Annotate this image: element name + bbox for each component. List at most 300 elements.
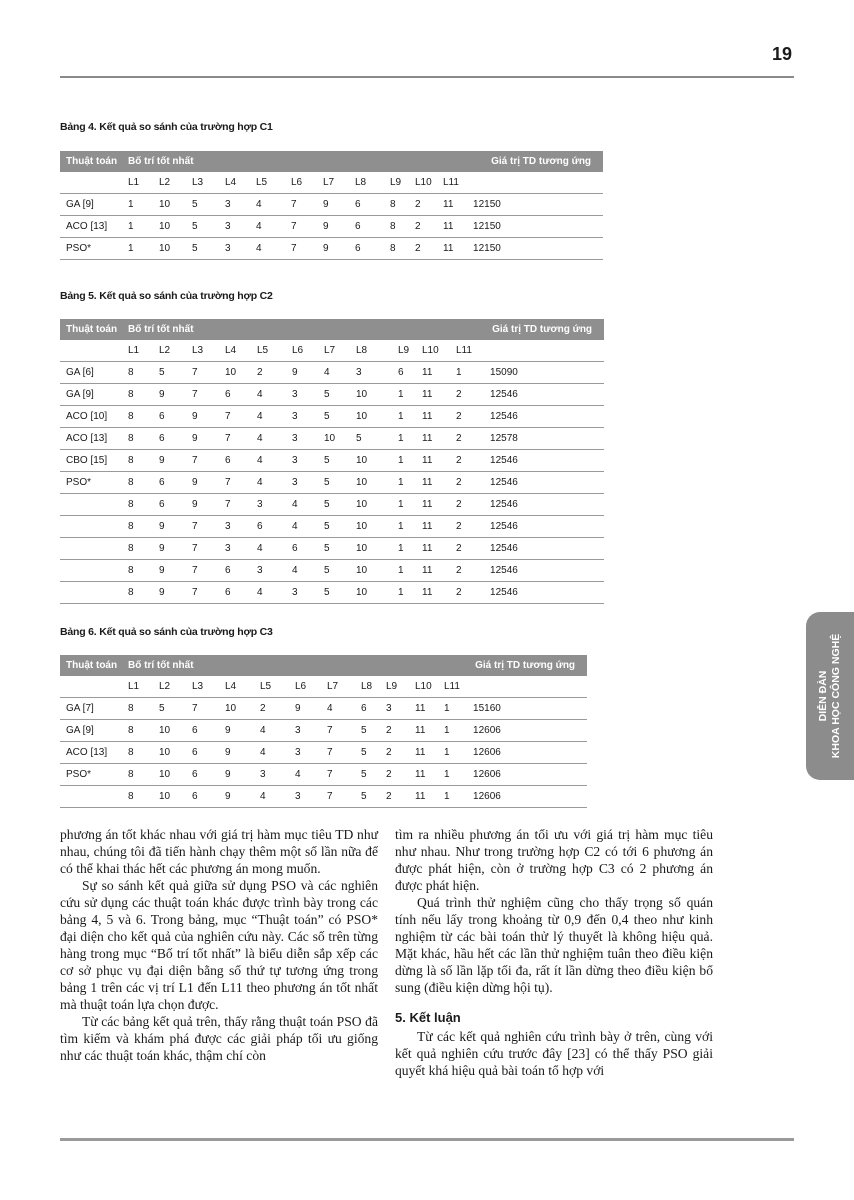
layout-cell: 2	[409, 216, 437, 238]
table-row	[60, 786, 587, 808]
layout-cell: 9	[186, 406, 219, 428]
algorithm-cell	[60, 494, 122, 516]
value-cell: 12606	[467, 764, 587, 786]
layout-cell: 10	[350, 538, 392, 560]
layout-cell: 8	[122, 582, 153, 604]
layout-cell: 5	[186, 238, 219, 260]
layout-cell: 8	[384, 238, 409, 260]
comparison-table	[60, 319, 604, 604]
position-label: L7	[318, 340, 350, 362]
layout-cell: 5	[318, 450, 350, 472]
layout-cell: 4	[318, 362, 350, 384]
algorithm-cell: PSO*	[60, 472, 122, 494]
layout-cell: 9	[219, 786, 254, 808]
section-heading: 5. Kết luận	[395, 1010, 461, 1025]
layout-cell: 1	[438, 720, 467, 742]
layout-cell: 9	[153, 384, 186, 406]
position-label: L7	[317, 172, 349, 194]
layout-cell: 5	[318, 560, 350, 582]
layout-cell: 7	[219, 494, 251, 516]
layout-cell: 1	[450, 362, 484, 384]
layout-cell: 7	[186, 698, 219, 720]
layout-cell: 9	[219, 764, 254, 786]
layout-cell: 9	[317, 194, 349, 216]
layout-cell: 2	[450, 472, 484, 494]
position-label: L4	[219, 676, 254, 698]
layout-cell: 8	[122, 428, 153, 450]
header-value: Giá trị TD tương ứng	[467, 655, 587, 676]
layout-cell: 7	[321, 742, 355, 764]
layout-cell: 4	[251, 428, 286, 450]
layout-cell: 6	[219, 560, 251, 582]
algorithm-cell: ACO [13]	[60, 428, 122, 450]
layout-cell: 8	[122, 720, 153, 742]
table-row	[60, 560, 604, 582]
layout-cell: 6	[355, 698, 380, 720]
layout-cell: 5	[318, 582, 350, 604]
layout-cell: 10	[350, 450, 392, 472]
layout-cell: 1	[392, 472, 416, 494]
position-label: L10	[409, 676, 438, 698]
table-caption: Bảng 4. Kết quả so sánh của trường hợp C1	[60, 121, 273, 133]
position-label: L6	[285, 172, 317, 194]
layout-cell: 3	[219, 538, 251, 560]
value-cell: 12546	[484, 384, 604, 406]
layout-cell: 4	[250, 216, 285, 238]
side-tab-line2: KHOA HỌC CÔNG NGHỆ	[830, 633, 842, 759]
layout-cell: 4	[251, 538, 286, 560]
position-label: L8	[355, 676, 380, 698]
layout-cell: 8	[384, 216, 409, 238]
layout-cell: 11	[416, 516, 450, 538]
paragraph: Sự so sánh kết quả giữa sử dụng PSO và các nghiên cứu sử dụng các thuật toán khác được trình bày trong các bảng 4, 5 và 6. Trong bảng, mục “Thuật toán” có PSO* đại diện cho kết quả của nghiên cứu này. Các số trên từng hàng trong mục “Bố trí tốt nhất” là biểu diễn sắp xếp các cơ sở phục vụ đại diện bằng số thứ tự tương ứng trong bảng 1 trên các vị trí L1 đến L11 theo phương án tốt nhất mà thuật toán lựa chọn được.	[60, 878, 378, 1012]
layout-cell: 11	[416, 582, 450, 604]
layout-cell: 10	[318, 428, 350, 450]
layout-cell: 9	[153, 538, 186, 560]
header-layout: Bố trí tốt nhất	[122, 655, 467, 676]
layout-cell: 11	[409, 698, 438, 720]
layout-cell: 9	[186, 472, 219, 494]
layout-cell: 9	[219, 742, 254, 764]
layout-cell: 10	[153, 238, 186, 260]
layout-cell: 6	[186, 764, 219, 786]
layout-cell: 3	[286, 384, 318, 406]
layout-cell: 4	[251, 450, 286, 472]
layout-cell: 8	[122, 764, 153, 786]
table-row	[60, 582, 604, 604]
layout-cell: 6	[153, 428, 186, 450]
layout-cell: 8	[122, 516, 153, 538]
layout-cell: 5	[318, 494, 350, 516]
position-label: L5	[250, 172, 285, 194]
table-row	[60, 720, 587, 742]
layout-cell: 1	[392, 384, 416, 406]
layout-cell: 6	[392, 362, 416, 384]
page-number: 19	[771, 44, 792, 64]
layout-cell: 10	[350, 582, 392, 604]
layout-cell: 7	[186, 582, 219, 604]
table-row	[60, 362, 604, 384]
layout-cell: 4	[254, 786, 289, 808]
algorithm-cell: ACO [13]	[60, 216, 122, 238]
algorithm-cell	[60, 560, 122, 582]
layout-cell: 4	[251, 582, 286, 604]
layout-cell: 11	[416, 560, 450, 582]
position-label: L3	[186, 340, 219, 362]
table-row	[60, 384, 604, 406]
value-cell: 12546	[484, 494, 604, 516]
value-cell: 15160	[467, 698, 587, 720]
layout-cell: 6	[186, 786, 219, 808]
layout-cell: 8	[122, 538, 153, 560]
layout-cell: 1	[392, 406, 416, 428]
layout-cell: 3	[254, 764, 289, 786]
layout-cell: 11	[437, 194, 467, 216]
layout-cell: 10	[350, 472, 392, 494]
side-tab-label	[817, 634, 843, 758]
layout-cell: 5	[318, 538, 350, 560]
layout-cell: 9	[153, 450, 186, 472]
layout-cell: 5	[318, 406, 350, 428]
layout-cell: 3	[219, 194, 250, 216]
layout-cell: 2	[450, 406, 484, 428]
layout-cell: 4	[286, 494, 318, 516]
layout-cell: 6	[186, 742, 219, 764]
layout-cell: 7	[321, 720, 355, 742]
layout-cell: 2	[450, 538, 484, 560]
value-cell: 12606	[467, 786, 587, 808]
header-layout: Bố trí tốt nhất	[122, 151, 467, 172]
layout-cell: 9	[286, 362, 318, 384]
position-label: L2	[153, 340, 186, 362]
header-algorithm: Thuật toán	[60, 655, 122, 676]
layout-cell: 11	[409, 742, 438, 764]
position-label: L1	[122, 172, 153, 194]
layout-cell: 4	[251, 472, 286, 494]
layout-cell: 7	[219, 428, 251, 450]
layout-cell: 1	[392, 428, 416, 450]
layout-cell: 8	[122, 560, 153, 582]
header-layout: Bố trí tốt nhất	[122, 319, 484, 340]
header-value: Giá trị TD tương ứng	[484, 319, 604, 340]
position-label: L4	[219, 340, 251, 362]
position-label: L6	[289, 676, 321, 698]
layout-cell: 1	[392, 450, 416, 472]
layout-cell: 9	[317, 216, 349, 238]
layout-cell: 4	[321, 698, 355, 720]
position-label: L4	[219, 172, 250, 194]
layout-cell: 8	[122, 494, 153, 516]
layout-cell: 4	[251, 384, 286, 406]
layout-cell: 5	[318, 516, 350, 538]
layout-cell: 3	[380, 698, 409, 720]
layout-cell: 6	[153, 472, 186, 494]
position-label: L9	[392, 340, 416, 362]
value-cell: 12546	[484, 560, 604, 582]
layout-cell: 2	[450, 560, 484, 582]
layout-cell: 2	[409, 194, 437, 216]
empty-cell	[60, 172, 122, 194]
layout-cell: 3	[289, 742, 321, 764]
layout-cell: 7	[219, 472, 251, 494]
table-header-row	[60, 319, 604, 340]
layout-cell: 4	[250, 194, 285, 216]
layout-cell: 3	[289, 720, 321, 742]
position-label: L1	[122, 340, 153, 362]
table-header-row	[60, 151, 603, 172]
algorithm-cell: GA [6]	[60, 362, 122, 384]
value-cell: 12546	[484, 582, 604, 604]
layout-cell: 10	[153, 786, 186, 808]
algorithm-cell	[60, 582, 122, 604]
layout-cell: 5	[318, 472, 350, 494]
layout-cell: 5	[355, 786, 380, 808]
layout-cell: 4	[254, 720, 289, 742]
layout-cell: 2	[380, 764, 409, 786]
layout-cell: 3	[350, 362, 392, 384]
position-label: L2	[153, 172, 186, 194]
layout-cell: 9	[317, 238, 349, 260]
algorithm-cell: PSO*	[60, 238, 122, 260]
layout-cell: 8	[122, 406, 153, 428]
layout-cell: 10	[350, 560, 392, 582]
side-tab	[806, 612, 854, 780]
algorithm-cell	[60, 786, 122, 808]
layout-cell: 11	[416, 450, 450, 472]
layout-cell: 11	[416, 384, 450, 406]
layout-cell: 6	[219, 384, 251, 406]
layout-cell: 10	[153, 216, 186, 238]
position-label: L8	[350, 340, 392, 362]
layout-cell: 3	[286, 450, 318, 472]
layout-cell: 6	[219, 582, 251, 604]
text-column-right	[395, 826, 713, 1079]
layout-cell: 11	[416, 538, 450, 560]
value-cell: 12606	[467, 742, 587, 764]
layout-cell: 8	[384, 194, 409, 216]
layout-cell: 4	[286, 560, 318, 582]
layout-cell: 8	[122, 384, 153, 406]
header-value: Giá trị TD tương ứng	[467, 151, 603, 172]
layout-cell: 5	[355, 720, 380, 742]
layout-cell: 10	[153, 720, 186, 742]
layout-cell: 2	[450, 494, 484, 516]
position-label: L11	[437, 172, 467, 194]
layout-cell: 3	[219, 216, 250, 238]
algorithm-cell: PSO*	[60, 764, 122, 786]
algorithm-cell	[60, 516, 122, 538]
table-row	[60, 494, 604, 516]
algorithm-cell: CBO [15]	[60, 450, 122, 472]
layout-cell: 7	[186, 538, 219, 560]
table-row	[60, 538, 604, 560]
layout-cell: 10	[350, 494, 392, 516]
value-cell: 12606	[467, 720, 587, 742]
layout-cell: 7	[285, 216, 317, 238]
comparison-table	[60, 655, 587, 808]
paragraph: tìm ra nhiều phương án tối ưu với giá trị hàm mục tiêu như nhau. Như trong trường hợp C2 có tới 6 phương án được phát hiện, còn ở trường hợp C3 có 2 phương án được phát hiện.	[395, 827, 713, 893]
layout-cell: 9	[153, 516, 186, 538]
layout-cell: 11	[437, 238, 467, 260]
layout-cell: 7	[186, 362, 219, 384]
layout-cell: 6	[349, 216, 384, 238]
table-row	[60, 406, 604, 428]
layout-cell: 4	[289, 764, 321, 786]
layout-cell: 11	[416, 494, 450, 516]
layout-cell: 5	[186, 194, 219, 216]
layout-cell: 5	[186, 216, 219, 238]
layout-cell: 2	[380, 742, 409, 764]
layout-cell: 9	[153, 560, 186, 582]
positions-row	[60, 340, 604, 362]
layout-cell: 6	[153, 494, 186, 516]
position-label: L11	[450, 340, 484, 362]
layout-cell: 2	[450, 516, 484, 538]
layout-cell: 11	[416, 428, 450, 450]
layout-cell: 6	[349, 238, 384, 260]
layout-cell: 10	[153, 764, 186, 786]
table-row	[60, 428, 604, 450]
position-label: L5	[251, 340, 286, 362]
paragraph: phương án tốt khác nhau với giá trị hàm mục tiêu TD như nhau, chúng tôi đã tiến hành chạy thêm một số lần nữa để có thể khai thác hết các phương án mong muốn.	[60, 827, 378, 876]
table-row	[60, 742, 587, 764]
layout-cell: 5	[153, 362, 186, 384]
layout-cell: 4	[286, 516, 318, 538]
layout-cell: 1	[392, 582, 416, 604]
layout-cell: 7	[186, 560, 219, 582]
layout-cell: 8	[122, 786, 153, 808]
table-row	[60, 216, 603, 238]
layout-cell: 11	[416, 362, 450, 384]
layout-cell: 3	[286, 428, 318, 450]
value-cell: 12578	[484, 428, 604, 450]
layout-cell: 1	[392, 560, 416, 582]
comparison-table	[60, 151, 603, 260]
table-header-row	[60, 655, 587, 676]
layout-cell: 11	[409, 764, 438, 786]
layout-cell: 7	[186, 384, 219, 406]
layout-cell: 1	[122, 194, 153, 216]
table-row	[60, 764, 587, 786]
table-row	[60, 516, 604, 538]
empty-cell	[467, 172, 603, 194]
layout-cell: 3	[219, 238, 250, 260]
value-cell: 12546	[484, 472, 604, 494]
side-tab-line1: DIỄN ĐÀN	[817, 670, 829, 722]
value-cell: 12150	[467, 194, 603, 216]
layout-cell: 11	[416, 406, 450, 428]
layout-cell: 9	[186, 428, 219, 450]
layout-cell: 6	[219, 450, 251, 472]
layout-cell: 2	[380, 786, 409, 808]
layout-cell: 10	[350, 384, 392, 406]
position-label: L3	[186, 172, 219, 194]
position-label: L10	[409, 172, 437, 194]
table-caption: Bảng 5. Kết quả so sánh của trường hợp C2	[60, 290, 273, 302]
layout-cell: 7	[285, 238, 317, 260]
layout-cell: 2	[450, 582, 484, 604]
position-label: L10	[416, 340, 450, 362]
layout-cell: 11	[409, 720, 438, 742]
table-row	[60, 238, 603, 260]
layout-cell: 7	[285, 194, 317, 216]
layout-cell: 7	[219, 406, 251, 428]
layout-cell: 1	[392, 494, 416, 516]
layout-cell: 1	[438, 742, 467, 764]
table-row	[60, 450, 604, 472]
algorithm-cell: ACO [10]	[60, 406, 122, 428]
position-label: L2	[153, 676, 186, 698]
algorithm-cell	[60, 538, 122, 560]
layout-cell: 10	[219, 698, 254, 720]
layout-cell: 3	[219, 516, 251, 538]
position-label: L9	[380, 676, 409, 698]
position-label: L11	[438, 676, 467, 698]
value-cell: 12546	[484, 406, 604, 428]
header-algorithm: Thuật toán	[60, 319, 122, 340]
table-caption: Bảng 6. Kết quả so sánh của trường hợp C3	[60, 626, 273, 638]
layout-cell: 4	[254, 742, 289, 764]
layout-cell: 10	[350, 406, 392, 428]
layout-cell: 1	[438, 698, 467, 720]
position-label: L6	[286, 340, 318, 362]
layout-cell: 3	[286, 472, 318, 494]
layout-cell: 9	[153, 582, 186, 604]
layout-cell: 10	[153, 194, 186, 216]
value-cell: 12546	[484, 450, 604, 472]
header-algorithm: Thuật toán	[60, 151, 122, 172]
algorithm-cell: GA [9]	[60, 384, 122, 406]
layout-cell: 6	[251, 516, 286, 538]
layout-cell: 2	[380, 720, 409, 742]
layout-cell: 2	[254, 698, 289, 720]
layout-cell: 6	[286, 538, 318, 560]
table-row	[60, 698, 587, 720]
position-label: L1	[122, 676, 153, 698]
algorithm-cell: GA [9]	[60, 194, 122, 216]
layout-cell: 10	[153, 742, 186, 764]
top-rule	[60, 76, 794, 78]
empty-cell	[60, 676, 122, 698]
layout-cell: 1	[122, 216, 153, 238]
layout-cell: 6	[153, 406, 186, 428]
layout-cell: 4	[250, 238, 285, 260]
layout-cell: 1	[122, 238, 153, 260]
layout-cell: 8	[122, 362, 153, 384]
layout-cell: 3	[286, 582, 318, 604]
layout-cell: 5	[318, 384, 350, 406]
layout-cell: 2	[251, 362, 286, 384]
layout-cell: 11	[416, 472, 450, 494]
position-label: L3	[186, 676, 219, 698]
layout-cell: 3	[286, 406, 318, 428]
table-row	[60, 472, 604, 494]
paragraph: Từ các kết quả nghiên cứu trình bày ở trên, cùng với kết quả nghiên cứu trước đây [23] có thể thấy PSO giải quyết khá hiệu quả bài toán tổ hợp với	[395, 1029, 713, 1078]
layout-cell: 3	[251, 494, 286, 516]
layout-cell: 5	[355, 742, 380, 764]
value-cell: 15090	[484, 362, 604, 384]
text-column-left	[60, 826, 378, 1064]
position-label: L8	[349, 172, 384, 194]
layout-cell: 11	[409, 786, 438, 808]
value-cell: 12546	[484, 538, 604, 560]
layout-cell: 7	[321, 786, 355, 808]
algorithm-cell: ACO [13]	[60, 742, 122, 764]
layout-cell: 9	[186, 494, 219, 516]
layout-cell: 2	[450, 450, 484, 472]
layout-cell: 11	[437, 216, 467, 238]
layout-cell: 4	[251, 406, 286, 428]
